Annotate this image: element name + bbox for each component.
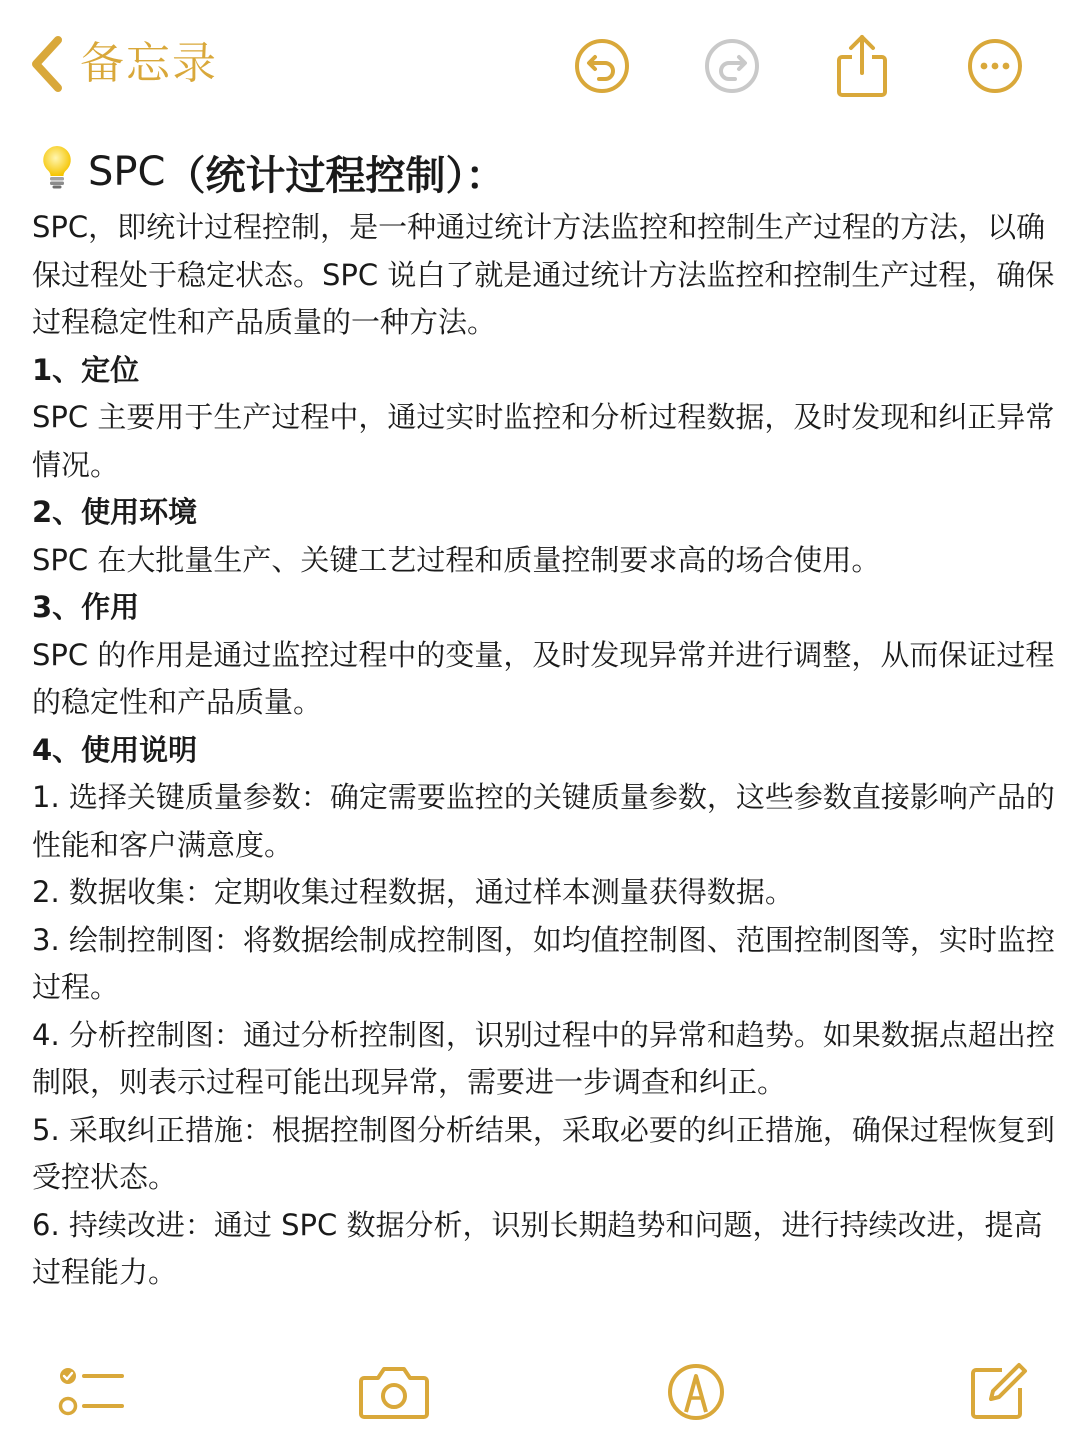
- section-body-environment: SPC 在大批量生产、关键工艺过程和质量控制要求高的场合使用。: [32, 542, 881, 577]
- note-title: [40, 140, 1062, 204]
- lightbulb-icon: [40, 144, 74, 200]
- chevron-left-icon: [28, 34, 68, 94]
- instruction-step: 4. 分析控制图：通过分析控制图，识别过程中的异常和趋势。如果数据点超出控制限，则表示过程可能出现异常，需要进一步调查和纠正。: [32, 1017, 1055, 1099]
- navigation-bar: [0, 0, 1080, 130]
- instruction-step: 5. 采取纠正措施：根据控制图分析结果，采取必要的纠正措施，确保过程恢复到受控状态。: [32, 1112, 1055, 1194]
- camera-button[interactable]: [358, 1356, 430, 1428]
- markup-pen-icon: [664, 1360, 728, 1424]
- undo-icon: [573, 37, 631, 95]
- compose-icon: [966, 1360, 1030, 1424]
- checklist-icon: [56, 1362, 128, 1422]
- intro-paragraph: SPC，即统计过程控制，是一种通过统计方法监控和控制生产过程的方法，以确保过程处于稳定状态。SPC 说白了就是通过统计方法监控和控制生产过程，确保过程稳定性和产品质量的一种方法。: [32, 210, 1055, 339]
- note-title-bold: （统计过程控制）：: [165, 152, 506, 199]
- redo-button[interactable]: [702, 34, 762, 98]
- instruction-step: 6. 持续改进：通过 SPC 数据分析，识别长期趋势和问题，进行持续改进，提高过程能力。: [32, 1207, 1043, 1289]
- instruction-step: 1. 选择关键质量参数：确定需要监控的关键质量参数，这些参数直接影响产品的性能和客户满意度。: [32, 780, 1055, 862]
- redo-icon: [703, 37, 761, 95]
- section-body-function: SPC 的作用是通过监控过程中的变量，及时发现异常并进行调整，从而保证过程的稳定性和产品质量。: [32, 637, 1055, 719]
- section-heading-function: 3、作用: [32, 590, 140, 624]
- note-body[interactable]: [32, 140, 1062, 1297]
- share-button[interactable]: [832, 34, 892, 98]
- more-button[interactable]: [965, 34, 1025, 98]
- checklist-button[interactable]: [56, 1356, 128, 1428]
- camera-icon: [358, 1364, 430, 1420]
- section-heading-positioning: 1、定位: [32, 352, 140, 387]
- section-body-positioning: SPC 主要用于生产过程中，通过实时监控和分析过程数据，及时发现和纠正异常情况。: [32, 400, 1055, 482]
- section-heading-instructions: 4、使用说明: [32, 732, 198, 767]
- note-title-prefix: SPC: [88, 149, 166, 195]
- more-icon: [966, 37, 1024, 95]
- markup-button[interactable]: [660, 1356, 732, 1428]
- instruction-step: 3. 绘制控制图：将数据绘制成控制图，如均值控制图、范围控制图等，实时监控过程。: [32, 922, 1055, 1004]
- share-icon: [834, 33, 890, 99]
- compose-button[interactable]: [962, 1356, 1034, 1428]
- bottom-toolbar: [0, 1350, 1080, 1430]
- undo-button[interactable]: [572, 34, 632, 98]
- back-label: 备忘录: [80, 38, 218, 89]
- section-heading-environment: 2、使用环境: [32, 495, 198, 529]
- back-button[interactable]: [28, 34, 218, 94]
- instruction-step: 2. 数据收集：定期收集过程数据，通过样本测量获得数据。: [32, 875, 794, 909]
